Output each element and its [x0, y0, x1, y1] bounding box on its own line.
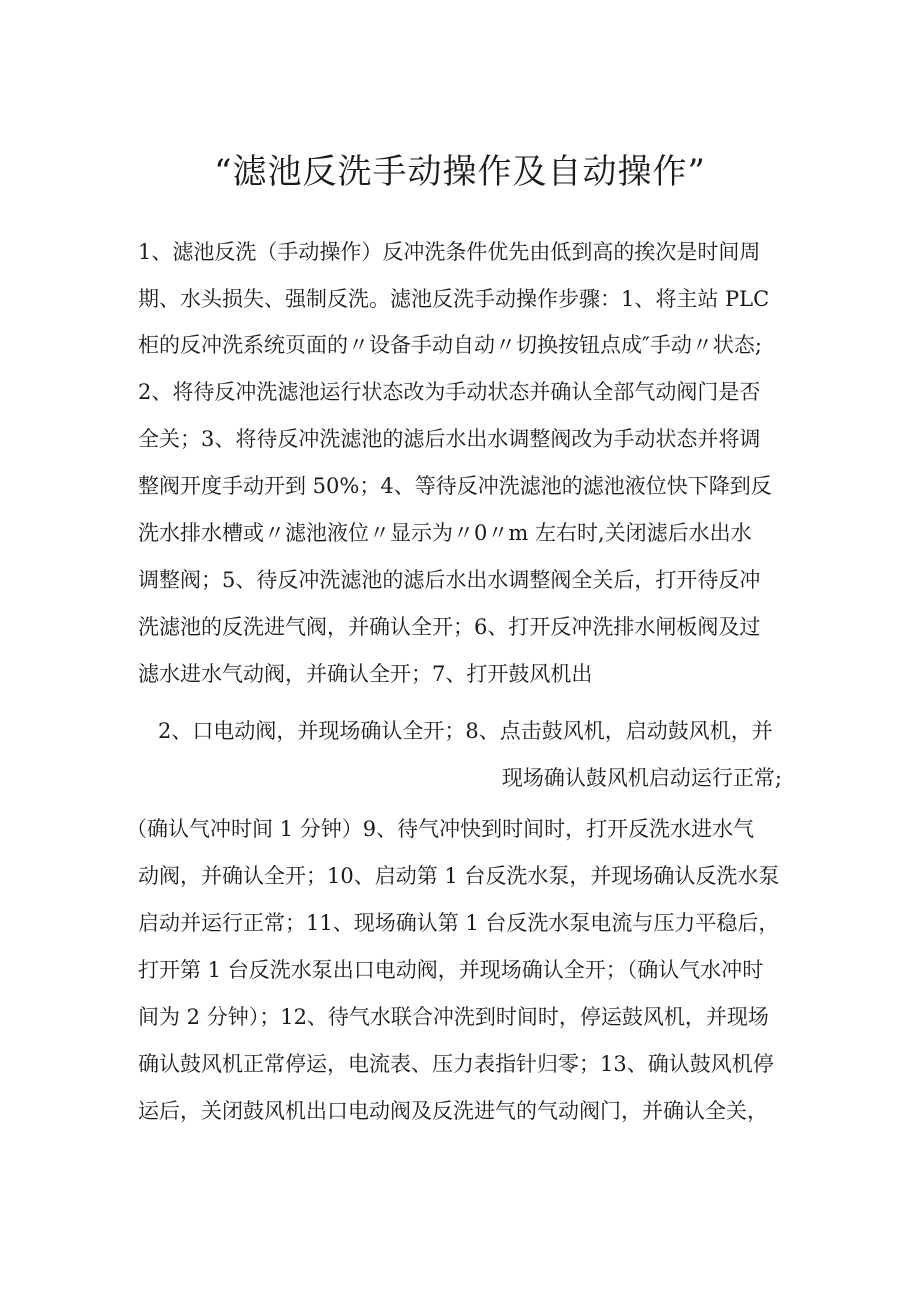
paragraph-line: 调整阀；5、待反冲洗滤池的滤后水出水调整阀全关后，打开待反冲: [138, 568, 761, 592]
paragraph-line: 打开第 1 台反洗水泵出口电动阀，并现场确认全开；（确认气水冲时: [138, 958, 764, 982]
paragraph-line: 整阀开度手动开到 50%；4、等待反冲洗滤池的滤池液位快下降到反: [138, 474, 772, 498]
paragraph-line: 滤水进水气动阀，并确认全开；7、打开鼓风机出: [138, 662, 593, 686]
paragraph-line: 运后，关闭鼓风机出口电动阀及反洗进气的气动阀门，并确认全关，: [138, 1099, 768, 1123]
paragraph-line: （确认气冲时间 1 分钟）9、待气冲快到时间时，打开反洗水进水气: [126, 817, 755, 841]
paragraph-line: 启动并运行正常；11、现场确认第 1 台反洗水泵电流与压力平稳后，: [138, 911, 780, 935]
paragraph-line: 动阀，并确认全开；10、启动第 1 台反洗水泵，并现场确认反洗水泵: [138, 864, 780, 888]
paragraph-line: 1、滤池反洗（手动操作）反冲洗条件优先由低到高的挨次是时间周: [138, 240, 761, 264]
paragraph-line: 现场确认鼓风机启动运行正常;: [501, 766, 782, 790]
paragraph-line: 洗水排水槽或〃滤池液位〃显示为〃0〃m 左右时,关闭滤后水出水: [138, 521, 752, 545]
document-title: “滤池反洗手动操作及自动操作”: [214, 152, 706, 192]
paragraph-line: 柜的反冲洗系统页面的〃设备手动自动〃切换按钮点成″手动〃状态;: [138, 333, 762, 357]
paragraph-line: 期、水头损失、强制反洗。滤池反洗手动操作步骤：1、将主站 PLC: [138, 287, 770, 311]
paragraph-line: 洗滤池的反洗进气阀，并确认全开；6、打开反冲洗排水闸板阀及过: [138, 615, 761, 639]
paragraph-line: 确认鼓风机正常停运，电流表、压力表指针归零；13、确认鼓风机停: [138, 1052, 774, 1076]
paragraph-line: 2、口电动阀，并现场确认全开；8、点击鼓风机，启动鼓风机，并: [158, 719, 773, 743]
paragraph-line: 间为 2 分钟）；12、待气水联合冲洗到时间时，停运鼓风机，并现场: [138, 1005, 769, 1029]
paragraph-line: 2、将待反冲洗滤池运行状态改为手动状态并确认全部气动阀门是否: [138, 380, 761, 404]
paragraph-line: 全关；3、将待反冲洗滤池的滤后水出水调整阀改为手动状态并将调: [138, 427, 761, 451]
